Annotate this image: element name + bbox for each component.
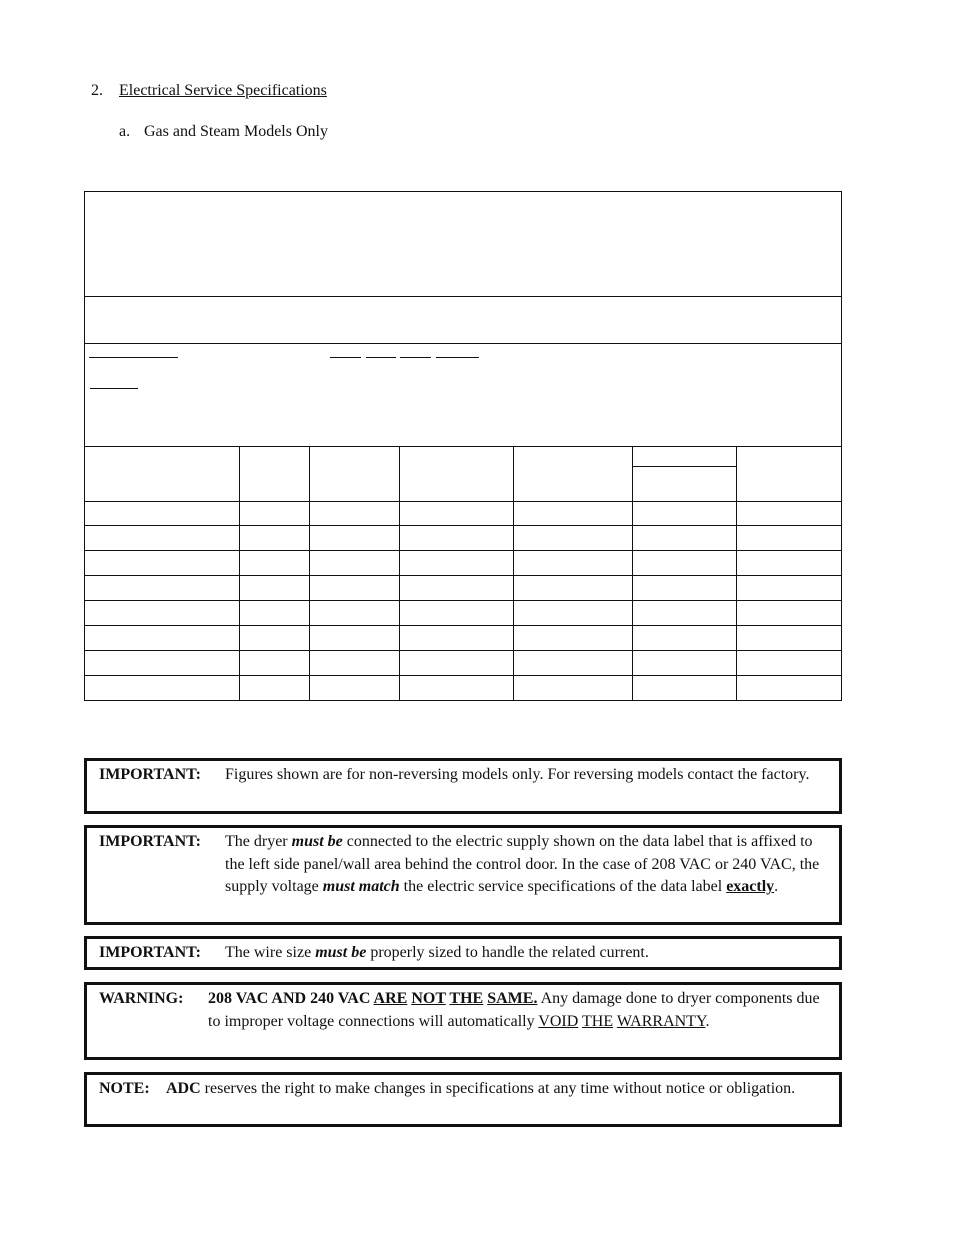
important-notice-box [84,758,842,814]
table-divider [632,466,736,467]
note-text: ADC reserves the right to make changes in specifications at any time without notice or obligation. [166,1080,796,1097]
section-title: Electrical Service Specifications [119,82,327,99]
table-row-line [85,525,841,526]
blank-line [90,388,138,389]
note-box [84,1072,842,1127]
table-column-divider [399,446,400,701]
warning-label: WARNING: [99,990,184,1007]
notice-text: Figures shown are for non-reversing models only. For reversing models contact the factory. [225,766,810,783]
blank-line [366,357,396,358]
table-row-line [85,675,841,676]
table-row-line [85,550,841,551]
table-column-divider [513,446,514,701]
subsection-title: Gas and Steam Models Only [144,123,328,140]
table-column-divider [309,446,310,701]
table-row-line [85,650,841,651]
notice-label: IMPORTANT: [99,833,201,850]
notice-text: The dryer must be connected to the electric supply shown on the data label that is affixed to the left side panel/wall area behind the control door. In the case of 208 VAC or 240 VAC, the supply voltage must match the electric service specifications of the data label exactly. [225,833,820,895]
blank-line [400,357,431,358]
table-column-divider [239,446,240,701]
blank-line [330,357,361,358]
subsection-heading [119,123,328,141]
notice-label: IMPORTANT: [99,944,201,961]
subsection-letter: a. [119,123,131,140]
warning-text: 208 VAC AND 240 VAC ARE NOT THE SAME. Any damage done to dryer components due to improper voltage connections will automatically VOID THE WARRANTY. [208,990,820,1030]
table-row-line [85,625,841,626]
table-row-line [85,575,841,576]
spec-table [84,191,842,701]
notice-label: IMPORTANT: [99,766,201,783]
table-column-divider [632,446,633,701]
section-number: 2. [91,82,103,99]
table-divider [85,296,841,297]
warning-box [84,982,842,1060]
note-label: NOTE: [99,1080,150,1097]
important-notice-box [84,936,842,970]
table-row-line [85,600,841,601]
table-divider [85,343,841,344]
table-row-line [85,501,841,502]
blank-line [436,357,479,358]
table-column-divider [736,446,737,701]
table-divider [85,446,841,447]
blank-line [89,357,178,358]
notice-text: The wire size must be properly sized to handle the related current. [225,944,649,961]
important-notice-box [84,825,842,925]
section-heading [91,82,327,100]
